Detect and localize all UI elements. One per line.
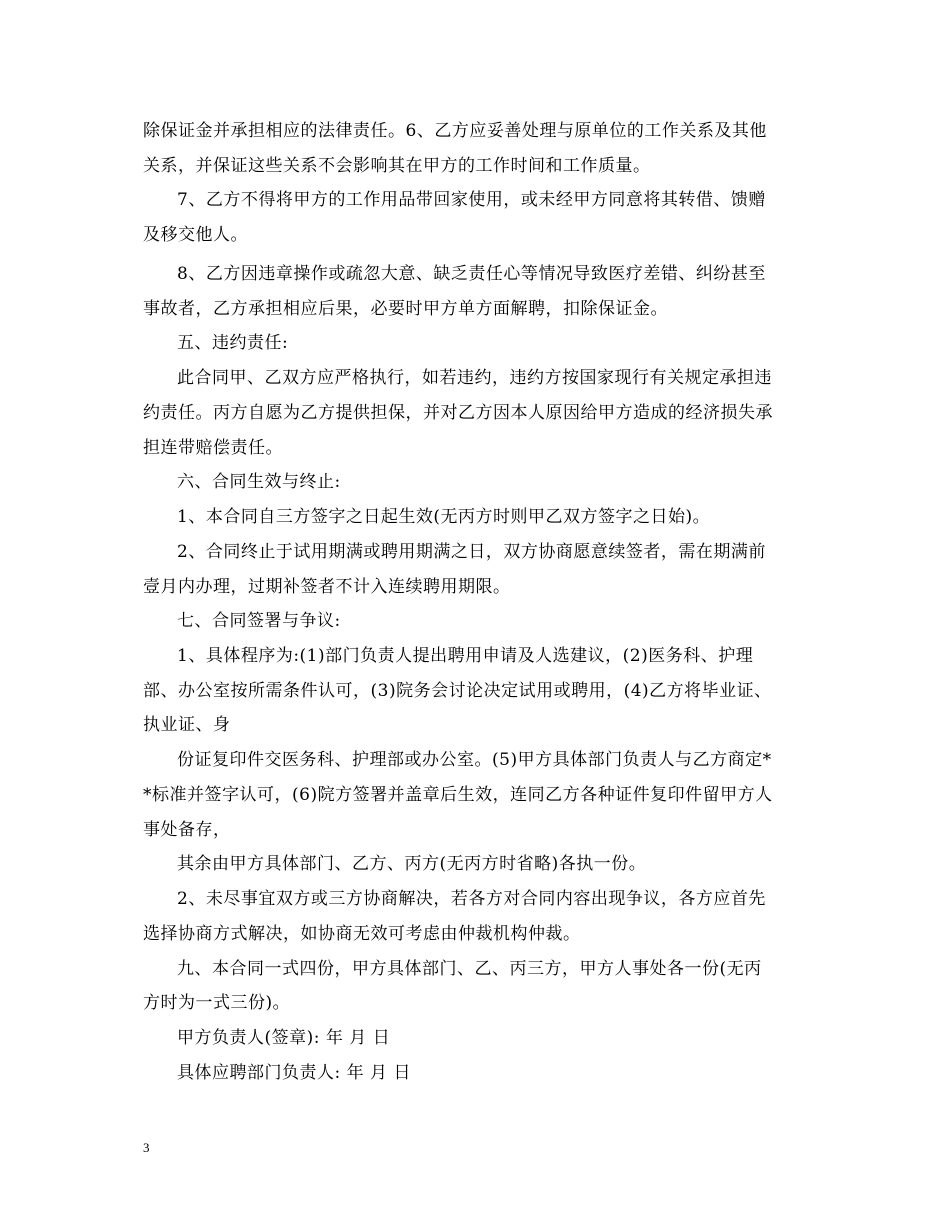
body-text-line: 方时为一式三份)。	[143, 993, 291, 1013]
body-text-line: 此合同甲、乙双方应严格执行，如若违约，违约方按国家现行有关规定承担违	[177, 368, 772, 388]
body-text-line: 2、未尽事宜双方或三方协商解决，若各方对合同内容出现争议，各方应首先	[177, 889, 766, 909]
body-text-line: 除保证金并承担相应的法律责任。6、乙方应妥善处理与原单位的工作关系及其他	[143, 121, 767, 141]
section-heading: 七、合同签署与争议:	[177, 611, 341, 631]
body-text-line: *标准并签字认可，(6)院方签署并盖章后生效，连同乙方各种证件复印件留甲方人	[143, 785, 773, 805]
body-text-line: 其余由甲方具体部门、乙方、丙方(无丙方时省略)各执一份。	[177, 854, 647, 874]
signature-line: 具体应聘部门负责人: 年 月 日	[177, 1063, 411, 1083]
body-text-line: 份证复印件交医务科、护理部或办公室。(5)甲方具体部门负责人与乙方商定*	[177, 750, 772, 770]
body-text-line: 1、本合同自三方签字之日起生效(无丙方时则甲乙双方签字之日始)。	[177, 507, 711, 527]
body-text-line: 执业证、身	[143, 715, 231, 735]
body-text-line: 8、乙方因违章操作或疏忽大意、缺乏责任心等情况导致医疗差错、纠纷甚至	[177, 264, 766, 284]
body-text-line: 担连带赔偿责任。	[143, 438, 283, 458]
body-text-line: 九、本合同一式四份，甲方具体部门、乙、丙三方，甲方人事处各一份(无丙	[177, 959, 762, 979]
body-text-line: 事故者，乙方承担相应后果，必要时甲方单方面解聘，扣除保证金。	[143, 299, 668, 319]
body-text-line: 壹月内办理，过期补签者不计入连续聘用期限。	[143, 577, 511, 597]
body-text-line: 部、办公室按所需条件认可，(3)院务会讨论决定试用或聘用，(4)乙方将毕业证、	[143, 681, 772, 701]
body-text-line: 选择协商方式解决，如协商无效可考虑由仲裁机构仲裁。	[143, 924, 581, 944]
signature-line: 甲方负责人(签章): 年 月 日	[177, 1028, 391, 1048]
section-heading: 六、合同生效与终止:	[177, 472, 341, 492]
body-text-line: 约责任。丙方自愿为乙方提供担保，并对乙方因本人原因给甲方造成的经济损失承	[143, 403, 773, 423]
page-number: 3	[143, 1140, 150, 1155]
body-text-line: 关系，并保证这些关系不会影响其在甲方的工作时间和工作质量。	[143, 156, 651, 176]
body-text-line: 7、乙方不得将甲方的工作用品带回家使用，或未经甲方同意将其转借、馈赠	[177, 190, 766, 210]
body-text-line: 及移交他人。	[143, 225, 248, 245]
body-text-line: 事处备存，	[143, 820, 231, 840]
section-heading: 五、违约责任:	[177, 333, 289, 353]
body-text-line: 2、合同终止于试用期满或聘用期满之日，双方协商愿意续签者，需在期满前	[177, 542, 766, 562]
body-text-line: 1、具体程序为:(1)部门负责人提出聘用申请及人选建议，(2)医务科、护理	[177, 646, 754, 666]
